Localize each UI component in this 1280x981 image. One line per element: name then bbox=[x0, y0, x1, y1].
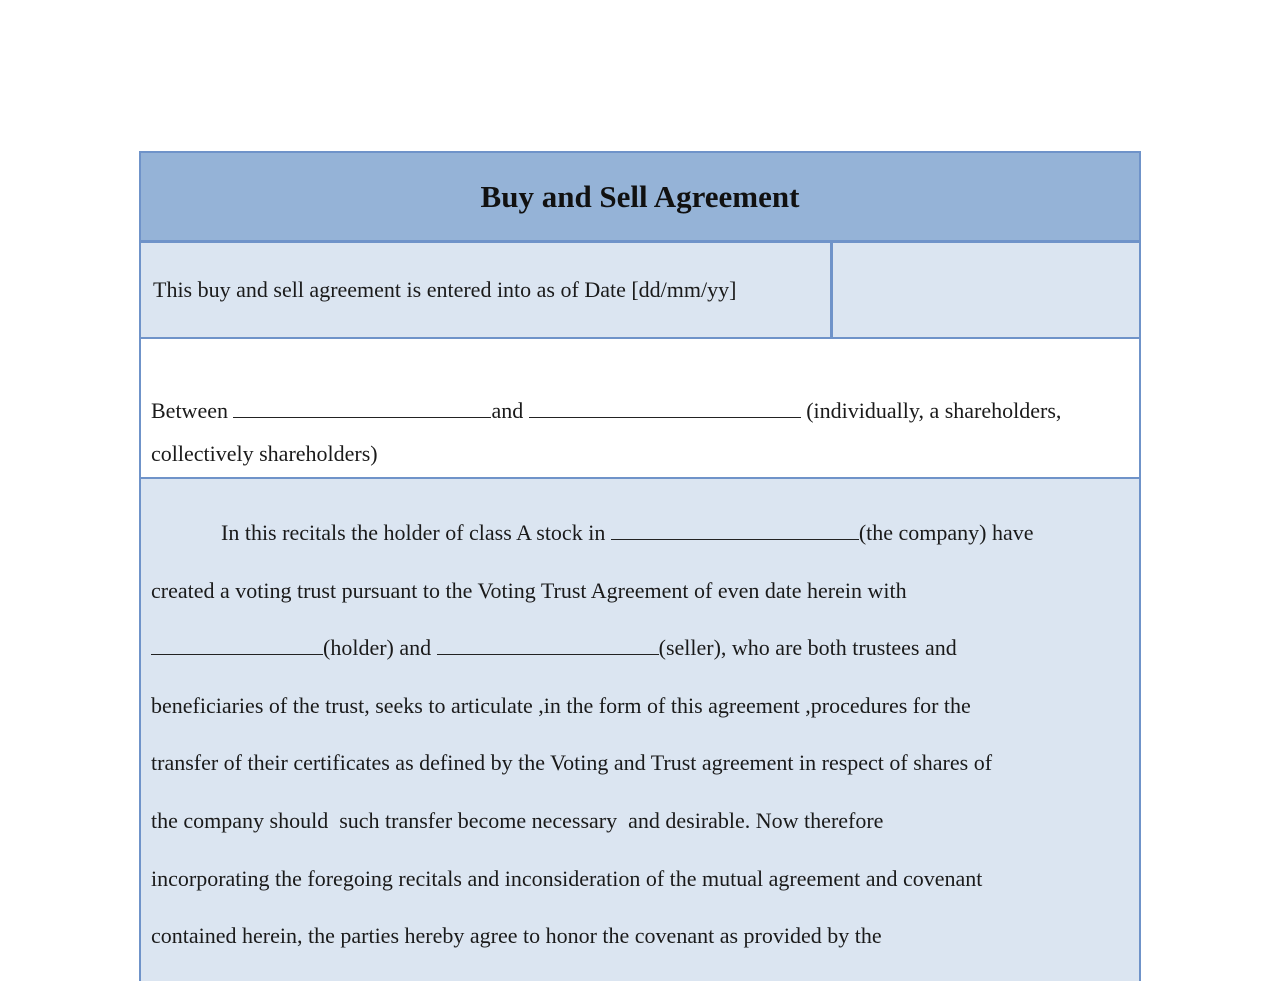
holder-blank[interactable] bbox=[151, 636, 323, 655]
recitals-section bbox=[141, 479, 1139, 981]
party-one-blank[interactable] bbox=[233, 399, 491, 418]
between-label: Between bbox=[151, 398, 228, 423]
date-value-cell[interactable] bbox=[833, 243, 1139, 337]
recitals-line-2: created a voting trust pursuant to the Voting Trust Agreement of even date herein with bbox=[151, 577, 907, 603]
date-statement: This buy and sell agreement is entered into as of Date [dd/mm/yy] bbox=[153, 277, 737, 302]
recitals-text: (seller), who are both trustees and bbox=[658, 635, 957, 661]
date-statement-cell bbox=[141, 243, 833, 337]
recitals-line-8: contained herein, the parties hereby agree to honor the covenant as provided by the bbox=[151, 923, 882, 949]
date-row bbox=[141, 243, 1139, 339]
company-blank[interactable] bbox=[611, 521, 859, 540]
recitals-text: In this recitals the holder of class A stock in bbox=[221, 520, 606, 545]
parties-collective: collectively shareholders) bbox=[151, 441, 378, 466]
party-two-blank[interactable] bbox=[529, 399, 801, 418]
and-label: and bbox=[491, 398, 524, 423]
parties-row bbox=[141, 339, 1139, 479]
parties-descriptor: (individually, a shareholders, bbox=[806, 398, 1062, 423]
recitals-line-3 bbox=[151, 619, 1129, 677]
document-title: Buy and Sell Agreement bbox=[480, 178, 800, 214]
recitals-line-7: incorporating the foregoing recitals and inconsideration of the mutual agreement and covenant bbox=[151, 865, 983, 891]
recitals-line-5: transfer of their certificates as defined by the Voting and Trust agreement in respect of shares of bbox=[151, 750, 993, 776]
recitals-text: (holder) and bbox=[323, 635, 432, 661]
recitals-text: (the company) have bbox=[858, 520, 1034, 545]
recitals-line-1 bbox=[151, 504, 1129, 562]
title-row bbox=[141, 153, 1139, 243]
recitals-line-6: the company should such transfer become necessary and desirable. Now therefore bbox=[151, 807, 884, 833]
recitals-line-4: beneficiaries of the trust, seeks to articulate ,in the form of this agreement ,procedures for the bbox=[151, 692, 971, 718]
agreement-document bbox=[139, 151, 1141, 981]
seller-blank[interactable] bbox=[437, 636, 659, 655]
